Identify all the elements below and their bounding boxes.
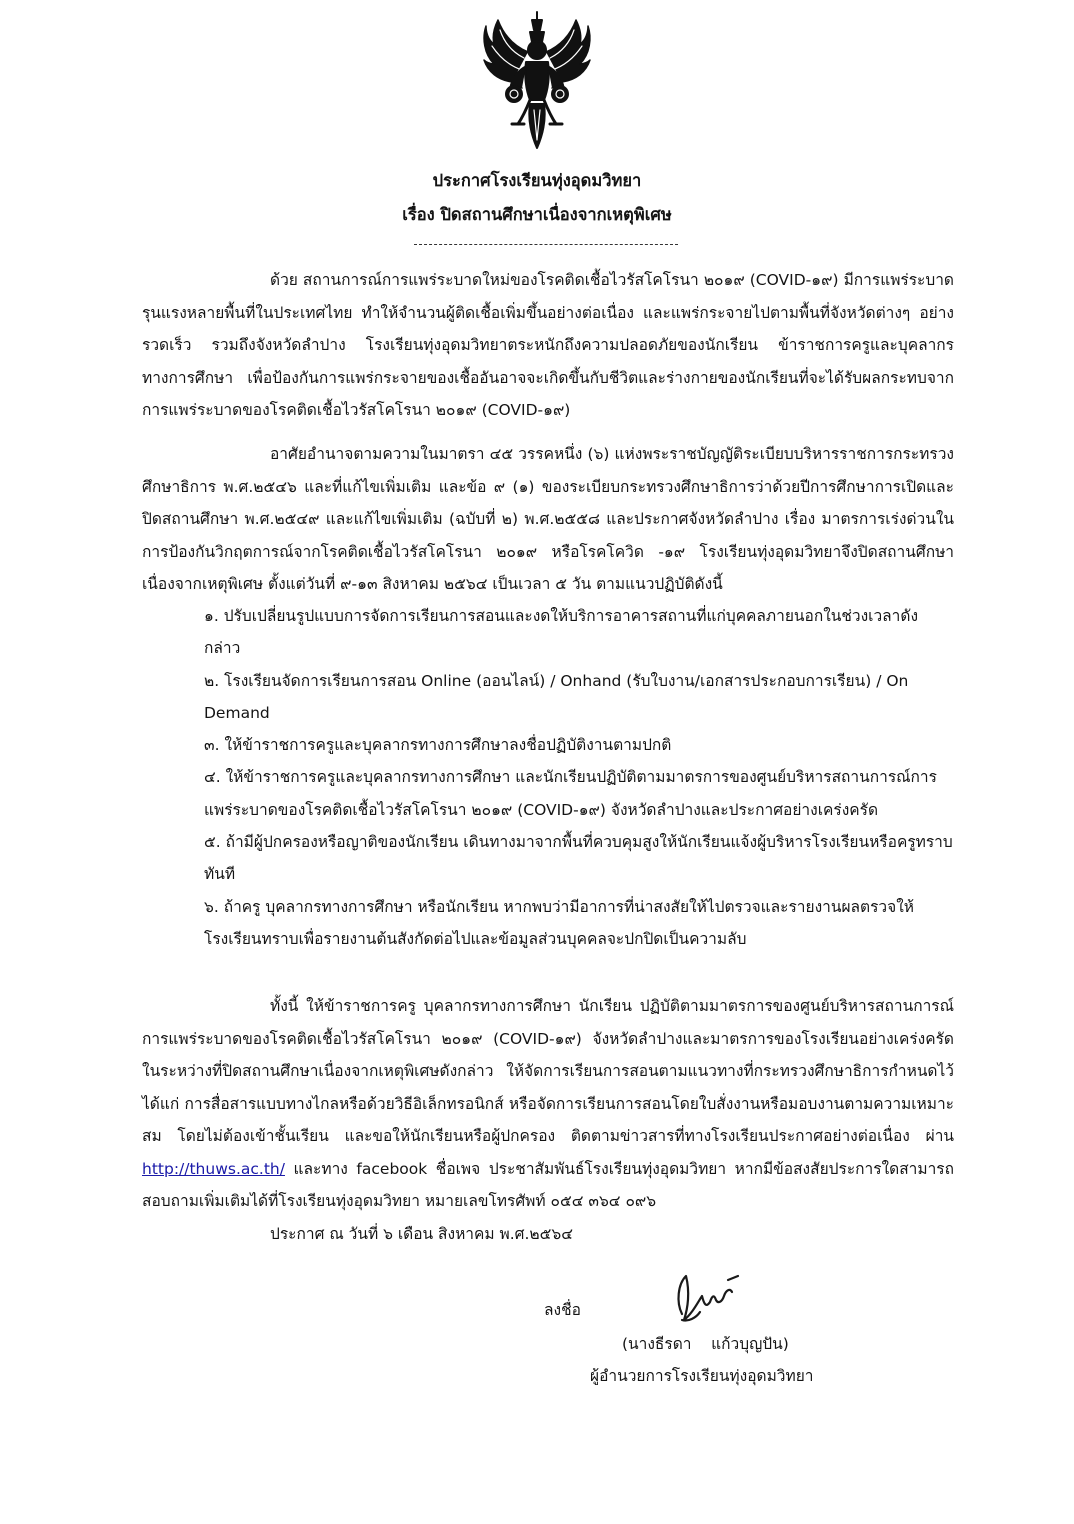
guideline-item: ๔. ให้ข้าราชการครูและบุคลากรทางการศึกษา และนักเรียนปฏิบัติตามมาตรการของศูนย์บริหารสถานการณ์การแพร่ระบาดของโรคติดเชื้อไวรัสโคโรนา ๒๐๑๙ (COVID-๑๙) จังหวัดลำปางและประกาศอย่างเคร่งครัด: [204, 768, 937, 819]
document-subject: เรื่อง ปิดสถานศึกษาเนื่องจากเหตุพิเศษ: [402, 205, 672, 224]
document-title: ประกาศโรงเรียนทุ่งอุดมวิทยา: [432, 171, 642, 190]
announcement-date: ประกาศ ณ วันที่ ๖ เดือน สิงหาคม พ.ศ.๒๕๖๔: [270, 1225, 573, 1243]
title-divider: [414, 244, 678, 245]
paragraph-authority: อาศัยอำนาจตามความในมาตรา ๔๕ วรรคหนึ่ง (๖) แห่งพระราชบัญญัติระเบียบบริหารราชการกระทรวงศึกษาธิการ พ.ศ.๒๕๔๖ และที่แก้ไขเพิ่มเติม และข้อ ๙ (๑) ของระเบียบกระทรวงศึกษาธิการว่าด้วยปีการศึกษาการเปิดและปิดสถานศึกษา พ.ศ.๒๕๔๙ และแก้ไขเพิ่มเติม (ฉบับที่ ๒) พ.ศ.๒๕๕๘ และประกาศจังหวัดลำปาง เรื่อง มาตรการเร่งด่วนในการป้องกันวิกฤตการณ์จากโรคติดเชื้อไวรัสโคโรนา ๒๐๑๙ หรือโรคโควิด -๑๙ โรงเรียนทุ่งอุดมวิทยาจึงปิดสถานศึกษาเนื่องจากเหตุพิเศษ ตั้งแต่วันที่ ๙-๑๓ สิงหาคม ๒๕๖๔ เป็นเวลา ๕ วัน ตามแนวปฏิบัติดังนี้: [142, 445, 954, 593]
instructions-text-contact: และทาง facebook ชื่อเพจ ประชาสัมพันธ์โรงเรียนทุ่งอุดมวิทยา หากมีข้อสงสัยประการใดสามารถสอบถามเพิ่มเติมได้ที่โรงเรียนทุ่งอุดมวิทยา หมายเลขโทรศัพท์ ๐๕๔ ๓๖๔ ๐๙๖: [142, 1159, 954, 1210]
guideline-list: [204, 600, 954, 955]
paragraph-instructions: [142, 990, 954, 1218]
handwritten-signature-icon: [668, 1262, 742, 1328]
guideline-item: ๖. ถ้าครู บุคลากรทางการศึกษา หรือนักเรียน หากพบว่ามีอาการที่น่าสงสัยให้ไปตรวจและรายงานผลตรวจให้โรงเรียนทราบเพื่อรายงานต้นสังกัดต่อไปและข้อมูลส่วนบุคคลจะปกปิดเป็นความลับ: [204, 897, 914, 948]
school-website-link[interactable]: http://thuws.ac.th/: [142, 1159, 285, 1178]
paragraph-situation: ด้วย สถานการณ์การแพร่ระบาดใหม่ของโรคติดเชื้อไวรัสโคโรนา ๒๐๑๙ (COVID-๑๙) มีการแพร่ระบาดรุนแรงหลายพื้นที่ในประเทศไทย ทำให้จำนวนผู้ติดเชื้อเพิ่มขึ้นอย่างต่อเนื่อง และแพร่กระจายไปตามพื้นที่จังหวัดต่างๆ อย่างรวดเร็ว รวมถึงจังหวัดลำปาง โรงเรียนทุ่งอุดมวิทยาตระหนักถึงความปลอดภัยของนักเรียน ข้าราชการครูและบุคลากรทางการศึกษา เพื่อป้องกันการแพร่กระจายของเชื้ออันอาจจะเกิดขึ้นกับชีวิตและร่างกายของนักเรียนที่จะได้รับผลกระทบจากการแพร่ระบาดของโรคติดเชื้อไวรัสโคโรนา ๒๐๑๙ (COVID-๑๙): [142, 271, 954, 419]
signer-position: ผู้อำนวยการโรงเรียนทุ่งอุดมวิทยา: [590, 1367, 814, 1385]
instructions-text: ทั้งนี้ ให้ข้าราชการครู บุคลากรทางการศึกษา นักเรียน ปฏิบัติตามมาตรการของศูนย์บริหารสถานการณ์การแพร่ระบาดของโรคติดเชื้อไวรัสโคโรนา ๒๐๑๙ (COVID-๑๙) จังหวัดลำปางและมาตรการของโรงเรียนอย่างเคร่งครัดในระหว่างที่ปิดสถานศึกษาเนื่องจากเหตุพิเศษดังกล่าว ให้จัดการเรียนการสอนตามแนวทางที่กระทรวงศึกษาธิการกำหนดไว้ได้แก่ การสื่อสารแบบทางไกลหรือด้วยวิธีอิเล็กทรอนิกส์ หรือจัดการเรียนการสอนโดยใบสั่งงานหรือมอบงานตามความเหมาะสม โดยไม่ต้องเข้าชั้นเรียน และขอให้นักเรียนหรือผู้ปกครอง ติดตามข่าวสารที่ทางโรงเรียนประกาศอย่างต่อเนื่อง ผ่าน: [142, 997, 954, 1145]
guideline-item: ๓. ให้ข้าราชการครูและบุคลากรทางการศึกษาลงชื่อปฏิบัติงานตามปกติ: [204, 736, 672, 755]
guideline-item: ๒. โรงเรียนจัดการเรียนการสอน Online (ออนไลน์) / Onhand (รับใบงาน/เอกสารประกอบการเรียน) / On Demand: [204, 671, 909, 722]
signature-label: ลงชื่อ: [544, 1301, 581, 1319]
garuda-emblem-icon: [478, 6, 596, 154]
guideline-item: ๕. ถ้ามีผู้ปกครองหรือญาติของนักเรียน เดินทางมาจากพื้นที่ควบคุมสูงให้นักเรียนแจ้งผู้บริหารโรงเรียนหรือครูทราบทันที: [204, 833, 953, 884]
guideline-item: ๑. ปรับเปลี่ยนรูปแบบการจัดการเรียนการสอนและงดให้บริการอาคารสถานที่แก่บุคคลภายนอกในช่วงเวลาดังกล่าว: [204, 607, 919, 658]
signer-name: (นางธีรดา แก้วบุญปัน): [622, 1335, 789, 1353]
